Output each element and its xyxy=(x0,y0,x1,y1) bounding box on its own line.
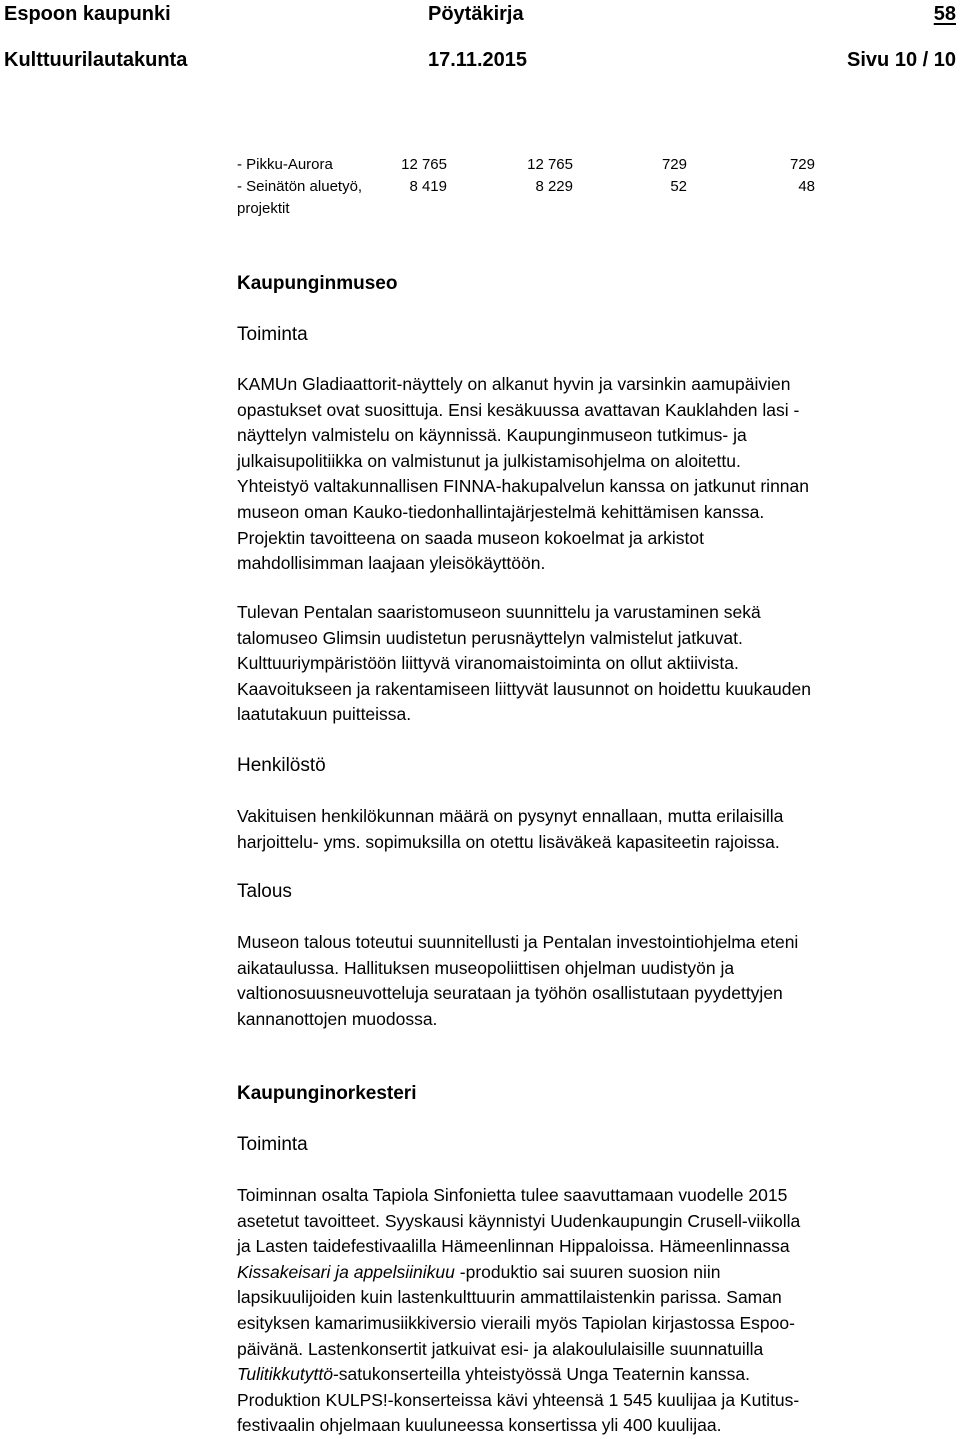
table-cell-value: 12 765 xyxy=(401,156,447,173)
table-cell-value: 8 229 xyxy=(535,178,573,195)
table-cell-value: 729 xyxy=(661,156,687,173)
paragraph-line: KAMUn Gladiaattorit-näyttely on alkanut hyvin ja varsinkin aamupäivien xyxy=(237,374,791,394)
paragraph-line: päivänä. Lastenkonsertit jatkuivat esi- ja alakoululaisille suunnatuilla xyxy=(237,1338,764,1359)
paragraph-line: museon oman Kauko-tiedonhallintajärjestelmä kehittämisen kanssa. xyxy=(237,501,765,522)
paragraph-line: opastukset ovat suosittuja. Ensi kesäkuussa avattavan Kauklahden lasi - xyxy=(237,399,800,420)
header-date: 17.11.2015 xyxy=(428,49,527,71)
paragraph-line: valtionosuusneuvotteluja seurataan ja työhön osallistutaan pyydettyjen xyxy=(237,983,783,1004)
paragraph-line: laatutakuun puitteissa. xyxy=(237,704,412,725)
paragraph-line: Kaavoitukseen ja rakentamiseen liittyvät lausunnot on hoidettu kuukauden xyxy=(237,678,811,699)
header-page: Sivu 10 / 10 xyxy=(847,49,956,71)
museum-finance-paragraph xyxy=(237,930,959,1032)
museum-activity-paragraph xyxy=(237,372,959,577)
figures-table xyxy=(237,154,837,220)
paragraph-line: ja Lasten taidefestivaalilla Hämeenlinnan Hippaloissa. Hämeenlinnassa xyxy=(237,1236,790,1257)
orchestra-activity-paragraph xyxy=(237,1183,959,1439)
museum-activity-paragraph-2 xyxy=(237,600,959,728)
paragraph-line: Yhteistyö valtakunnallisen FINNA-hakupalvelun kanssa on jatkunut rinnan xyxy=(237,476,809,497)
table-cell-value: 8 419 xyxy=(409,178,447,195)
paragraph-line: Toiminnan osalta Tapiola Sinfonietta tulee saavuttamaan vuodelle 2015 xyxy=(237,1185,788,1205)
paragraph-line xyxy=(237,1260,959,1286)
paragraph-line: Tulevan Pentalan saaristomuseon suunnittelu ja varustaminen sekä xyxy=(237,602,761,622)
header-board: Kulttuurilautakunta xyxy=(4,49,188,71)
paragraph-line: näyttelyn valmistelu on käynnissä. Kaupunginmuseon tutkimus- ja xyxy=(237,425,747,446)
paragraph-line: asetetut tavoitteet. Syyskausi käynnistyi Uudenkaupungin Crusell-viikolla xyxy=(237,1210,801,1231)
paragraph-line: kannanottojen muodossa. xyxy=(237,1008,438,1029)
museum-finance-heading: Talous xyxy=(237,881,292,902)
paragraph-line: harjoittelu- yms. sopimuksilla on otettu lisäväkeä kapasiteetin rajoissa. xyxy=(237,831,780,852)
paragraph-line: Kulttuuriympäristöön liittyvä viranomaistoiminta on ollut aktiivista. xyxy=(237,653,739,674)
museum-title: Kaupunginmuseo xyxy=(237,273,398,294)
table-row xyxy=(237,176,837,220)
paragraph-line xyxy=(237,1362,959,1388)
table-cell-value: 12 765 xyxy=(527,156,573,173)
paragraph-line: Produktion KULPS!-konserteissa kävi yhteensä 1 545 kuulijaa ja Kutitus- xyxy=(237,1389,800,1410)
production-title: Kissakeisari ja appelsiinikuu xyxy=(237,1261,455,1282)
table-cell-name: - Pikku-Aurora xyxy=(237,156,333,173)
paragraph-line: mahdollisimman laajaan yleisökäyttöön. xyxy=(237,553,546,574)
paragraph-line: julkaisupolitiikka on valmistunut ja julkistamisohjelma on aloitettu. xyxy=(237,450,741,471)
header-doc-type: Pöytäkirja xyxy=(428,3,524,25)
orchestra-activity-heading: Toiminta xyxy=(237,1134,308,1155)
paragraph-line: lapsikuulijoiden kuin lastenkulttuurin ammattilaistenkin parissa. Saman xyxy=(237,1287,782,1308)
paragraph-line: Vakituisen henkilökunnan määrä on pysynyt ennallaan, mutta erilaisilla xyxy=(237,806,784,826)
paragraph-line: festivaalin ohjelmaan kuuluneessa konsertissa yli 400 kuulijaa. xyxy=(237,1415,722,1436)
table-cell-name-continued: projektit xyxy=(237,200,290,217)
paragraph-line-rest: -produktio sai suuren suosion niin xyxy=(454,1261,721,1282)
museum-staff-paragraph xyxy=(237,804,959,855)
paragraph-line-rest: -satukonserteilla yhteistyössä Unga Teaternin kanssa. xyxy=(332,1364,750,1385)
paragraph-line: aikataulussa. Hallituksen museopoliittisen ohjelman uudistyön ja xyxy=(237,957,735,978)
table-cell-name: - Seinätön aluetyö, xyxy=(237,178,363,195)
paragraph-line: esityksen kamarimusiikkiversio vieraili myös Tapiolan kirjastossa Espoo- xyxy=(237,1312,795,1333)
museum-activity-heading: Toiminta xyxy=(237,324,308,345)
orchestra-title: Kaupunginorkesteri xyxy=(237,1083,417,1104)
paragraph-line: Projektin tavoitteena on saada museon kokoelmat ja arkistot xyxy=(237,527,704,548)
paragraph-line: talomuseo Glimsin uudistetun perusnäyttelyn valmistelut jatkuvat. xyxy=(237,627,743,648)
paragraph-line: Museon talous toteutui suunnitellusti ja Pentalan investointiohjelma eteni xyxy=(237,932,799,952)
table-row xyxy=(237,154,837,176)
table-cell-value: 52 xyxy=(670,178,687,195)
table-cell-value: 48 xyxy=(798,178,815,195)
header-section-number: 58 xyxy=(933,3,956,25)
concert-title: Tulitikkutyttö xyxy=(237,1364,333,1385)
museum-staff-heading: Henkilöstö xyxy=(237,755,326,776)
table-cell-value: 729 xyxy=(789,156,815,173)
header-city: Espoon kaupunki xyxy=(4,3,171,25)
